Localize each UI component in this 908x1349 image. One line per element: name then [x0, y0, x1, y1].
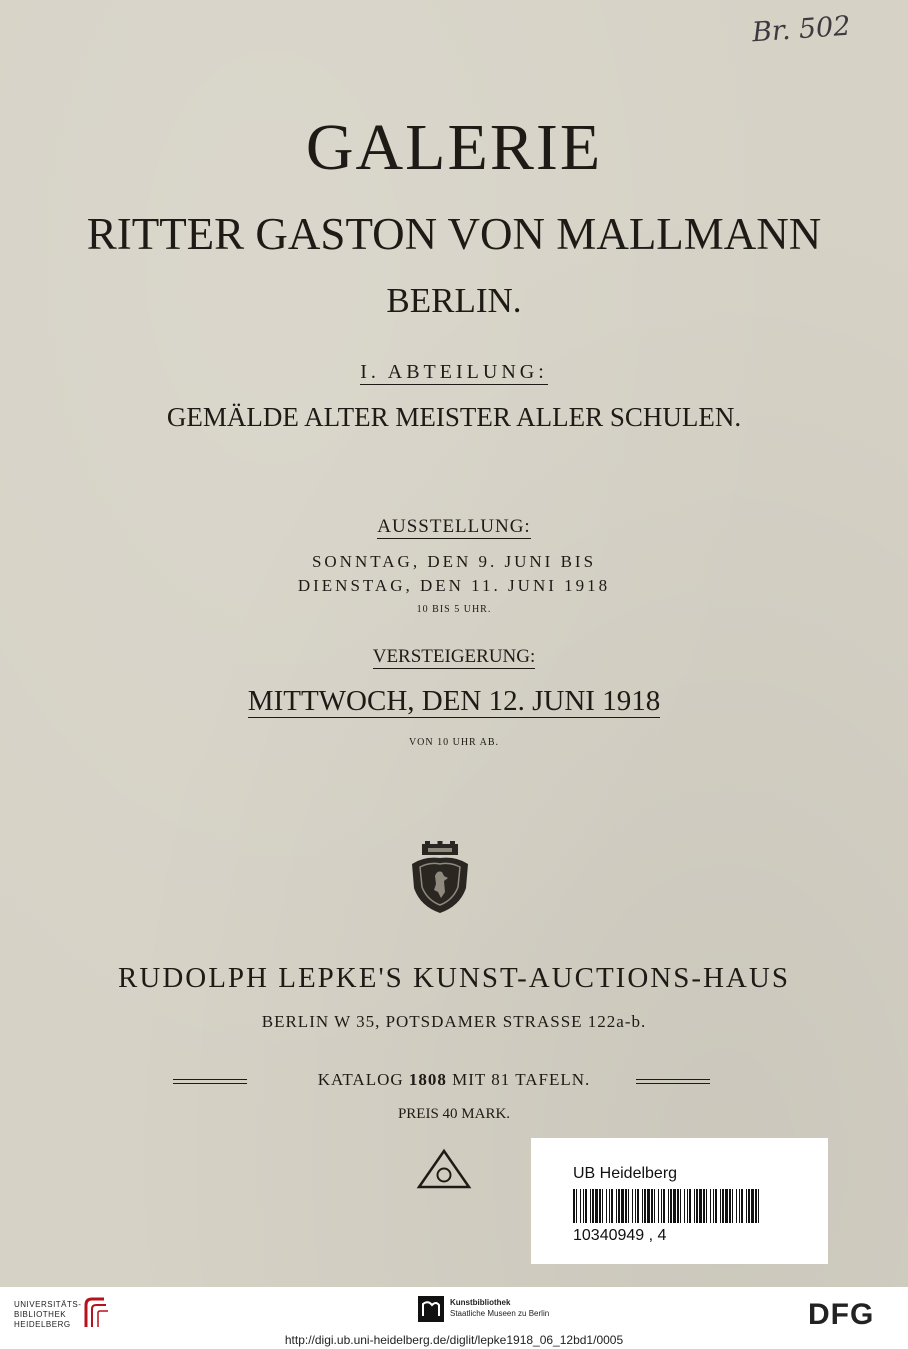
barcode-bar: [628, 1189, 629, 1223]
barcode-icon: [573, 1189, 763, 1223]
barcode-bar: [673, 1189, 676, 1223]
barcode-bar: [668, 1189, 669, 1223]
barcode-bar: [590, 1189, 591, 1223]
catalog-prefix: KATALOG: [317, 1070, 409, 1089]
auction-heading-wrap: [0, 646, 908, 669]
barcode-bar: [746, 1189, 747, 1223]
barcode-bar: [725, 1189, 728, 1223]
barcode-bar: [689, 1189, 691, 1223]
collection-owner: RITTER GASTON VON MALLMANN: [86, 209, 822, 259]
kunstbibliothek-logo-text: [450, 1297, 549, 1319]
barcode-bar: [651, 1189, 653, 1223]
barcode-bar: [618, 1189, 620, 1223]
section-heading: I. ABTEILUNG:: [360, 361, 548, 383]
barcode-bar: [663, 1189, 665, 1223]
barcode-bar: [710, 1189, 711, 1223]
auction-heading: VERSTEIGERUNG:: [372, 646, 536, 667]
exhibition-start: SONNTAG, DEN 9. JUNI BIS: [311, 552, 597, 571]
right-double-rule: [636, 1079, 710, 1084]
barcode-bar: [599, 1189, 601, 1223]
handwritten-shelf-mark: Br. 502: [751, 10, 852, 49]
barcode-bar: [635, 1189, 636, 1223]
barcode-bar: [736, 1189, 737, 1223]
barcode-bar: [722, 1189, 724, 1223]
auction-date-wrap: [0, 685, 908, 718]
barcode-bar: [658, 1189, 659, 1223]
barcode-bar: [595, 1189, 598, 1223]
ub-heidelberg-logo-icon[interactable]: [82, 1295, 110, 1331]
section-title: GEMÄLDE ALTER MEISTER ALLER SCHULEN.: [166, 402, 742, 432]
ub-line: UNIVERSITÄTS-: [14, 1300, 82, 1309]
barcode-bar: [703, 1189, 705, 1223]
barcode-bar: [625, 1189, 627, 1223]
page-title: GALERIE: [305, 111, 603, 184]
ub-heidelberg-logo-text: [14, 1300, 84, 1330]
catalog-price: PREIS 40 MARK.: [397, 1106, 511, 1122]
exhibition-hours: 10 BIS 5 UHR.: [416, 604, 492, 615]
barcode-bar: [751, 1189, 754, 1223]
barcode-bar: [758, 1189, 759, 1223]
barcode-bar: [592, 1189, 594, 1223]
barcode-bar: [647, 1189, 650, 1223]
auction-house-triangle-logo-icon: [416, 1148, 472, 1190]
berlin-coat-of-arms-icon: [404, 840, 476, 916]
catalog-suffix: MIT 81 TAFELN.: [446, 1070, 591, 1089]
auction-date: MITTWOCH, DEN 12. JUNI 1918: [247, 685, 661, 717]
barcode-bar: [609, 1189, 610, 1223]
kunstbibliothek-logo-icon[interactable]: [418, 1296, 444, 1322]
catalog-line: [0, 1070, 908, 1090]
section-heading-wrap: [0, 361, 908, 385]
dfg-logo[interactable]: DFG: [808, 1298, 875, 1331]
barcode-bar: [580, 1189, 581, 1223]
barcode-bar: [715, 1189, 717, 1223]
barcode-bar: [642, 1189, 643, 1223]
library-barcode-label: [531, 1138, 828, 1264]
barcode-bar: [670, 1189, 672, 1223]
auction-time: VON 10 UHR AB.: [408, 737, 500, 748]
auction-house-address: BERLIN W 35, POTSDAMER STRASSE 122a-b.: [261, 1012, 647, 1031]
barcode-bar: [583, 1189, 584, 1223]
library-label-title: UB Heidelberg: [573, 1165, 678, 1182]
barcode-bar: [602, 1189, 603, 1223]
barcode-bar: [741, 1189, 743, 1223]
exhibition-heading-wrap: [0, 516, 908, 539]
barcode-bar: [732, 1189, 733, 1223]
barcode-bar: [699, 1189, 702, 1223]
barcode-bar: [680, 1189, 681, 1223]
barcode-bar: [616, 1189, 617, 1223]
barcode-bar: [739, 1189, 740, 1223]
collection-city: BERLIN.: [386, 281, 522, 320]
barcode-bar: [729, 1189, 731, 1223]
barcode-bar: [576, 1189, 577, 1223]
source-url[interactable]: http://digi.ub.uni-heidelberg.de/diglit/lepke1918_06_12bd1/0005: [284, 1333, 624, 1347]
kb-line: Kunstbibliothek: [450, 1298, 511, 1307]
catalog-number: 1808: [408, 1070, 447, 1089]
barcode-bar: [706, 1189, 707, 1223]
digitization-footer: [0, 1287, 908, 1349]
barcode-bar: [677, 1189, 679, 1223]
barcode-bar: [611, 1189, 613, 1223]
exhibition-heading: AUSSTELLUNG:: [377, 516, 531, 537]
kb-line: Staatliche Museen zu Berlin: [450, 1309, 550, 1318]
barcode-bar: [661, 1189, 662, 1223]
ub-line: HEIDELBERG: [14, 1320, 71, 1329]
barcode-bar: [573, 1189, 575, 1223]
barcode-bar: [713, 1189, 714, 1223]
auction-house-name: RUDOLPH LEPKE'S KUNST-AUCTIONS-HAUS: [118, 962, 790, 994]
barcode-bar: [606, 1189, 607, 1223]
barcode-bar: [684, 1189, 685, 1223]
barcode-bar: [632, 1189, 633, 1223]
library-label-number: 10340949 , 4: [573, 1227, 667, 1244]
ub-line: BIBLIOTHEK: [14, 1310, 67, 1319]
barcode-bar: [687, 1189, 688, 1223]
exhibition-end: DIENSTAG, DEN 11. JUNI 1918: [297, 576, 611, 595]
barcode-bar: [696, 1189, 698, 1223]
barcode-bar: [654, 1189, 655, 1223]
barcode-bar: [621, 1189, 624, 1223]
barcode-bar: [694, 1189, 695, 1223]
barcode-bar: [748, 1189, 750, 1223]
barcode-bar: [644, 1189, 646, 1223]
barcode-bar: [755, 1189, 757, 1223]
barcode-bar: [637, 1189, 639, 1223]
barcode-bar: [585, 1189, 587, 1223]
barcode-bar: [720, 1189, 721, 1223]
